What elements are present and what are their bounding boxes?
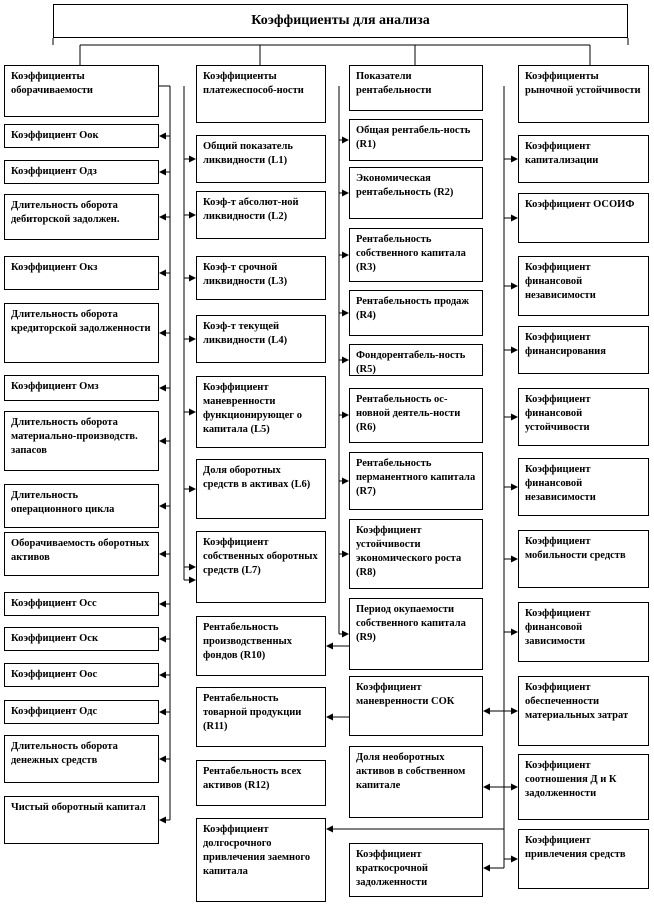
solvency-item: Рентабельность всех активов (R12): [196, 760, 326, 806]
market-stability-item: Коэффициент финансовой устойчивости: [518, 388, 649, 446]
market-stability-item: Коэффициент мобильности средств: [518, 530, 649, 588]
turnover-item: Длительность оборота материально-производств. запасов: [4, 411, 159, 471]
profitability-item: Коэффициент краткосрочной задолженности: [349, 843, 483, 897]
market-stability-item: Коэффициент привлечения средств: [518, 829, 649, 889]
turnover-item: Коэффициент Оок: [4, 124, 159, 148]
profitability-item: Рентабельность ос-новной деятель-ности (R6): [349, 388, 483, 443]
solvency-item: Коэффициент долгосрочного привлечения заемного капитала: [196, 818, 326, 902]
profitability-item: Период окупаемости собственного капитала (R9): [349, 598, 483, 670]
profitability-item: Доля необоротных активов в собственном капитале: [349, 746, 483, 818]
market-stability-item: Коэффициент финансовой независимости: [518, 256, 649, 316]
turnover-item: Коэффициент Омз: [4, 375, 159, 401]
turnover-item: Коэффициент Одз: [4, 160, 159, 184]
turnover-item: Оборачиваемость оборотных активов: [4, 532, 159, 576]
profitability-item: Коэффициент устойчивости экономического роста (R8): [349, 519, 483, 589]
solvency-item: Коэффициент маневренности функционирующег о капитала (L5): [196, 376, 326, 448]
market-stability-item: Коэффициент финансовой зависимости: [518, 602, 649, 662]
profitability-item: Экономическая рентабельность (R2): [349, 167, 483, 219]
solvency-item: Коэффициент собственных оборотных средств (L7): [196, 531, 326, 603]
market-stability-item: Коэффициент ОСОИФ: [518, 193, 649, 243]
header-market-stability: Коэффициенты рыночной устойчивости: [518, 65, 649, 123]
header-turnover: Коэффициенты оборачиваемости: [4, 65, 159, 117]
market-stability-item: Коэффициент финансовой независимости: [518, 458, 649, 516]
market-stability-item: Коэффициент обеспеченности материальных затрат: [518, 676, 649, 746]
turnover-item: Коэффициент Одс: [4, 700, 159, 724]
header-profitability: Показатели рентабельности: [349, 65, 483, 111]
profitability-item: Общая рентабель-ность (R1): [349, 119, 483, 161]
turnover-item: Длительность оборота дебиторской задолжен.: [4, 194, 159, 240]
profitability-item: Рентабельность продаж (R4): [349, 290, 483, 336]
solvency-item: Коэф-т текущей ликвидности (L4): [196, 315, 326, 363]
turnover-item: Коэффициент Окз: [4, 256, 159, 290]
turnover-item: Коэффициент Оос: [4, 663, 159, 687]
profitability-item: Рентабельность перманентного капитала (R7): [349, 452, 483, 510]
turnover-item: Коэффициент Осс: [4, 592, 159, 616]
turnover-item: Коэффициент Оск: [4, 627, 159, 651]
solvency-item: Коэф-т срочной ликвидности (L3): [196, 256, 326, 300]
turnover-item: Длительность оборота кредиторской задолженности: [4, 303, 159, 363]
market-stability-item: Коэффициент соотношения Д и К задолженности: [518, 754, 649, 820]
diagram-title: Коэффициенты для анализа: [53, 4, 628, 38]
solvency-item: Рентабельность производственных фондов (R10): [196, 616, 326, 676]
solvency-item: Общий показатель ликвидности (L1): [196, 135, 326, 183]
solvency-item: Рентабельность товарной продукции (R11): [196, 687, 326, 747]
turnover-item: Чистый оборотный капитал: [4, 796, 159, 844]
turnover-item: Длительность оборота денежных средств: [4, 735, 159, 783]
turnover-item: Длительность операционного цикла: [4, 484, 159, 528]
solvency-item: Коэф-т абсолют-ной ликвидности (L2): [196, 191, 326, 239]
solvency-item: Доля оборотных средств в активах (L6): [196, 459, 326, 519]
market-stability-item: Коэффициент капитализации: [518, 135, 649, 183]
profitability-item: Рентабельность собственного капитала (R3): [349, 228, 483, 282]
profitability-item: Коэффициент маневренности СОК: [349, 676, 483, 736]
market-stability-item: Коэффициент финансирования: [518, 326, 649, 374]
header-solvency: Коэффициенты платежеспособ-ности: [196, 65, 326, 123]
profitability-item: Фондорентабель-ность (R5): [349, 344, 483, 376]
